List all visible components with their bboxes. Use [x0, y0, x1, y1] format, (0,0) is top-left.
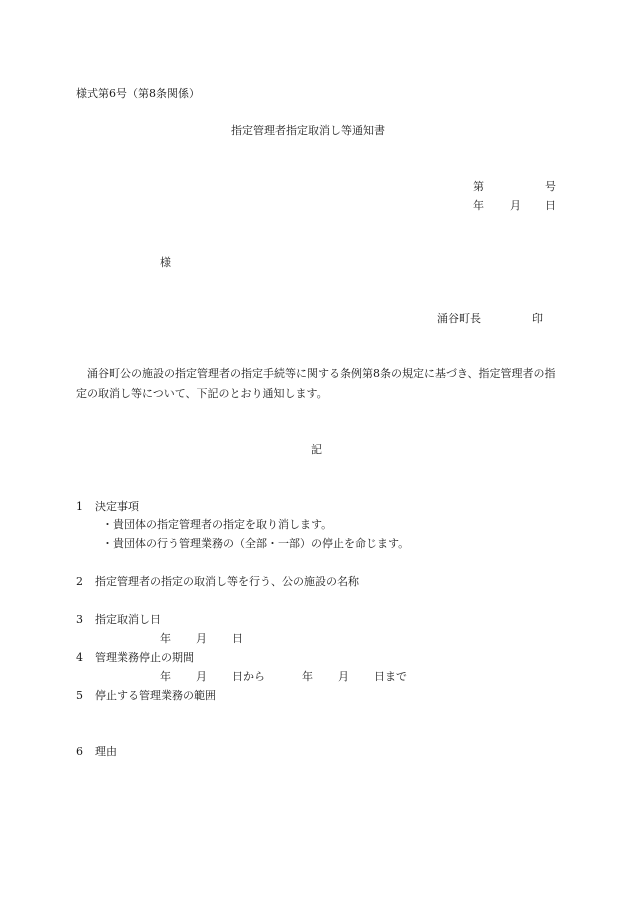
- item4-to-day: 日まで: [374, 670, 407, 683]
- date-year: 年: [473, 199, 484, 212]
- item4-from-day: 日から: [232, 670, 265, 683]
- item2-number: 2: [76, 575, 83, 588]
- item3-month: 月: [196, 632, 207, 645]
- item3-title: 指定取消し日: [95, 613, 161, 626]
- item4-from-year: 年: [160, 670, 171, 683]
- item5-number: 5: [76, 689, 83, 702]
- item1-option-suspend: ・貴団体の行う管理業務の（全部・一部）の停止を命じます。: [102, 537, 410, 550]
- item1-option-cancel: ・貴団体の指定管理者の指定を取り消します。: [102, 518, 333, 531]
- item2-title: 指定管理者の指定の取消し等を行う、公の施設の名称: [95, 575, 359, 588]
- date-month: 月: [510, 199, 521, 212]
- doc-number-prefix: 第: [473, 180, 484, 193]
- body-text: 涌谷町公の施設の指定管理者の指定手続等に関する条例第8条の規定に基づき、指定管理者の指定の取消し等について、下記のとおり通知します。: [76, 367, 556, 400]
- item4-number: 4: [76, 651, 83, 664]
- form-label: 様式第6号（第8条関係）: [76, 87, 200, 100]
- item5-title: 停止する管理業務の範囲: [95, 689, 216, 702]
- ki-mark: 記: [311, 443, 322, 456]
- item4-to-year: 年: [302, 670, 313, 683]
- item3-year: 年: [160, 632, 171, 645]
- addressee-honorific: 様: [160, 256, 171, 269]
- document-title: 指定管理者指定取消し等通知書: [231, 124, 385, 137]
- item1-number: 1: [76, 500, 83, 513]
- item4-from-month: 月: [196, 670, 207, 683]
- sender-seal: 印: [532, 312, 543, 325]
- item4-title: 管理業務停止の期間: [95, 651, 194, 664]
- date-day: 日: [545, 199, 556, 212]
- item4-to-month: 月: [338, 670, 349, 683]
- item1-title: 決定事項: [95, 500, 139, 513]
- item6-number: 6: [76, 745, 83, 758]
- doc-number-suffix: 号: [545, 180, 556, 193]
- sender-name: 涌谷町長: [437, 312, 481, 325]
- item3-number: 3: [76, 613, 83, 626]
- item3-day: 日: [232, 632, 243, 645]
- item6-title: 理由: [95, 745, 117, 758]
